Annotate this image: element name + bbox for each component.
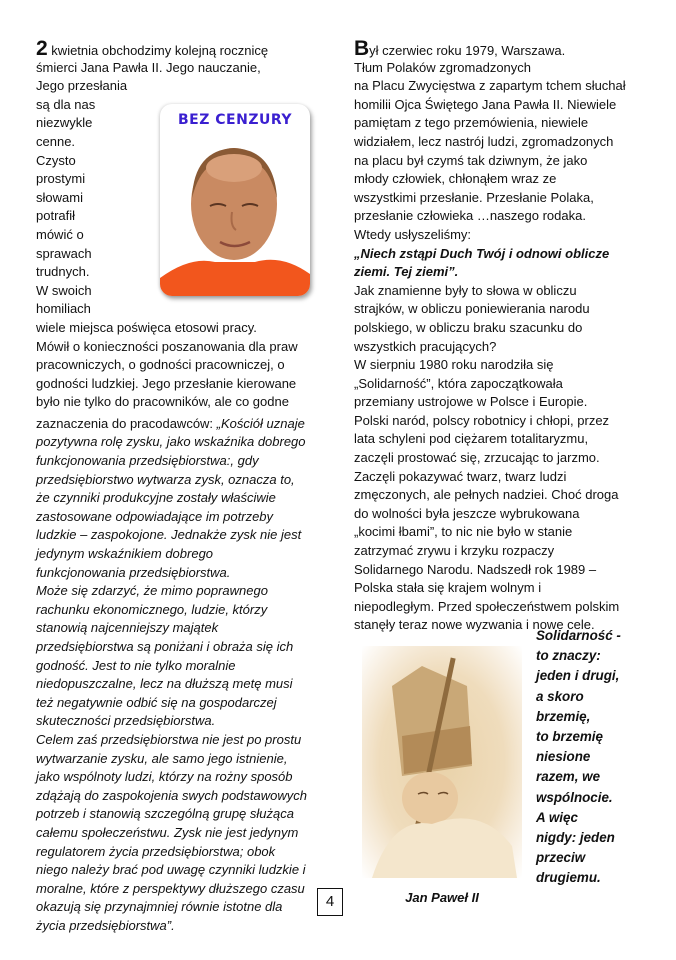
text-line: Celem zaś przedsiębiorstwa nie jest po prostu <box>36 731 302 747</box>
text-line: Jak znamienne były to słowa w obliczu <box>354 282 577 298</box>
pope-portrait <box>362 646 522 878</box>
homily-quote <box>354 245 654 282</box>
text-line: potrzeb i stanowią szczególną grupę służąca <box>36 806 294 822</box>
text-line: wiele miejsca poświęca etosowi pracy. <box>36 319 257 335</box>
text-line: przemiany ustrojowe w Polsce i Europie. <box>354 394 588 410</box>
text-line: zdążają do zaspokojenia swych podstawowych <box>36 787 307 803</box>
shirt-shape <box>160 260 310 296</box>
author-photo-badge <box>160 104 310 296</box>
text-line: zaczęli prostować się, zrzucając to jarzmo. <box>354 450 600 466</box>
text-line: lata schyleni pod ciężarem totalitaryzmu, <box>354 431 589 447</box>
text-line: potrafił <box>36 208 76 224</box>
text-line: drugiemu. <box>536 870 601 886</box>
text-line: W swoich <box>36 282 92 298</box>
text-line: wytwarzanie zysku, ale samo jego istnienie, <box>36 750 288 766</box>
text-line: słowami <box>36 189 83 205</box>
text-line: to brzemię <box>536 728 603 744</box>
text-line: Może się zdarzyć, że mimo poprawnego <box>36 583 268 599</box>
text-line: na Placu Zwycięstwa z zapartym tchem słuchał <box>354 78 626 94</box>
text-line: zatrzymać zrywu i krzyku rozpaczy <box>354 543 555 559</box>
author-portrait <box>160 128 310 296</box>
text-line: wszystkimi przesłanie. Przesłanie Polaka, <box>354 189 594 205</box>
text-line: regulatorem życia przedsiębiorstwa; obok <box>36 843 276 859</box>
mixed-line: zaznaczenia do pracodawców: „Kościół uznaje <box>36 415 305 431</box>
text-line: widziałem, lecz nastrój ludzi, zgromadzonych <box>354 133 614 149</box>
text-line: pozytywna rolę zysku, jako wskaźnika dobrego <box>36 434 306 450</box>
text-line: niego należy brać pod uwagę czynniki ludzkie i <box>36 862 306 878</box>
text-line: trudnych. <box>36 264 90 280</box>
text-line: „Niech zstąpi Duch Twój i odnowi oblicze <box>354 245 610 261</box>
text-line: przedsiębiorstwo wytwarza zysk, oznacza to, <box>36 471 295 487</box>
text-line: niepodległym. Przed społeczeństwem polskim <box>354 598 620 614</box>
face-shape <box>402 772 458 824</box>
text-line: niesione <box>536 749 591 765</box>
text-line: jeden i drugi, <box>536 668 620 684</box>
text-line: młody człowiek, chłonąłem wraz ze <box>354 171 557 187</box>
text-line: Zaczęli pokazywać twarz, twarz ludzi <box>354 468 567 484</box>
text-line: Polska stała się krajem wolnym i <box>354 580 542 596</box>
text-line: są dla nas <box>36 96 96 112</box>
text-line: moralne, które z perspektywy dłuższego czasu <box>36 880 305 896</box>
text-line: A więc <box>536 809 578 825</box>
text-line: a skoro <box>536 688 584 704</box>
text-line: „Solidarność”, która zapoczątkowała <box>354 375 563 391</box>
text-line: Polski naród, polscy robotnicy i chłopi, przez <box>354 412 610 428</box>
text-line: stanęły teraz nowe wyzwania i nowe cele. <box>354 617 595 633</box>
text-line: strajków, w obliczu poniewierania narodu <box>354 301 590 317</box>
text-line: przesłanie człowieka …naszego rodaka. <box>354 208 586 224</box>
text-line: pamiętam z tego przemówienia, niewiele <box>354 115 589 131</box>
text-line: pracowniczych, o godności pracowniczej, o <box>36 357 285 373</box>
text-line: niezwykle <box>36 115 93 131</box>
text-line: godności ludzkiej. Jego przesłanie kierowane <box>36 375 297 391</box>
text-line: stanowią najcenniejszy majątek <box>36 620 219 636</box>
text-line: zmęczonych, ale pełnych nadziei. Choć droga <box>354 487 619 503</box>
solidarity-paragraph <box>354 282 654 635</box>
drop-cap: 2 <box>36 37 48 60</box>
text-line: było nie tylko do pracowników, ale co godne <box>36 394 289 410</box>
text-line: Wtedy usłyszeliśmy: <box>354 226 472 242</box>
text-line: W sierpniu 1980 roku narodziła się <box>354 357 554 373</box>
text-line: Jego przesłania <box>36 78 128 94</box>
text-line: Tłum Polaków zgromadzonych <box>354 59 532 75</box>
text-line: to znaczy: <box>536 648 601 664</box>
pope-photo <box>362 646 522 878</box>
text-line: Solidarność - <box>536 628 621 643</box>
text-line: razem, we <box>536 769 601 785</box>
vestment-shape <box>372 818 517 878</box>
text-line: jedynym wskaźnikiem dobrego <box>36 546 214 562</box>
text-line: przeciw <box>536 850 586 866</box>
opening-line: 2 kwietnia obchodzimy kolejną rocznicę <box>36 37 269 60</box>
text-line: wspólnocie. <box>536 789 613 805</box>
text-line: Mówił o konieczności poszanowania dla praw <box>36 338 298 354</box>
text-line: prostymi <box>36 171 86 187</box>
text-line: godność. Jest to nie tylko moralnie <box>36 657 236 673</box>
pope-photo-caption: Jan Paweł II <box>405 890 479 905</box>
badge-title: BEZ CENZURY <box>178 112 292 128</box>
text-line: też negatywnie odbić się na gospodarczej <box>36 694 277 710</box>
text-line: ludzkie – zaspokojone. Jednakże zysk nie jest <box>36 527 302 543</box>
text-line: okazują się przynajmniej równie istotne dla <box>36 899 283 915</box>
text-line: skuteczności przedsiębiorstwa. <box>36 713 216 729</box>
text-line: życia przedsiębiorstwa”. <box>36 917 175 933</box>
text-line: polskiego, w obliczu braku szacunku do <box>354 319 583 335</box>
text-line: homilii Ojca Świętego Jana Pawła II. Niewiele <box>354 96 617 112</box>
solidarity-definition-quote <box>536 626 621 888</box>
text-line: „kocimi łbami”, to nic nie było w stanie <box>354 524 573 540</box>
text-line: do wolności była jeszcze wybrukowana <box>354 505 580 521</box>
text-line: mówić o <box>36 226 84 242</box>
text-line: przedsiębiorstwa są poniżani i obraża się ich <box>36 639 294 654</box>
text-line: zastosowane odpowiadające im potrzeby <box>36 508 274 524</box>
text-line: że czynniki produkcyjne zostały właściwie <box>36 490 276 506</box>
opening-line: Był czerwiec roku 1979, Warszawa. <box>354 37 566 60</box>
text-line: cenne. <box>36 133 76 149</box>
text-line: homiliach <box>36 301 91 317</box>
text-line: ziemi. Tej ziemi”. <box>354 264 459 280</box>
text-line: Czysto <box>36 152 76 168</box>
text-line: jako wspólnoty ludzi, którzy na rożny sposób <box>36 769 293 785</box>
page-number: 4 <box>317 888 343 916</box>
text-line: nigdy: jeden <box>536 829 615 845</box>
text-line: brzemię, <box>536 708 591 724</box>
text-line: funkcjonowania przedsiębiorstwa:, gdy <box>36 453 259 469</box>
right-article-column <box>354 37 654 635</box>
text-line: całemu społeczeństwu. Zysk nie jest jedynym <box>36 824 299 840</box>
text-line: Solidarnego Narodu. Nadszedł rok 1989 – <box>354 561 597 577</box>
encyclical-quote <box>36 433 336 935</box>
text-line: sprawach <box>36 245 92 261</box>
memoir-paragraph <box>354 59 654 245</box>
text-line: niedopuszczalne, lecz na dłuższą metę musi <box>36 676 293 692</box>
forehead-shape <box>206 154 262 182</box>
text-line: na placu był czymś tak dziwnym, że jako <box>354 152 588 168</box>
text-line: wszystkich pracujących? <box>354 338 497 354</box>
drop-cap: B <box>354 37 370 60</box>
text-line: rachunku ekonomicznego, ludzie, którzy <box>36 601 268 617</box>
text-line: funkcjonowania przedsiębiorstwa. <box>36 564 231 580</box>
text-line: śmierci Jana Pawła II. Jego nauczanie, <box>36 59 261 75</box>
